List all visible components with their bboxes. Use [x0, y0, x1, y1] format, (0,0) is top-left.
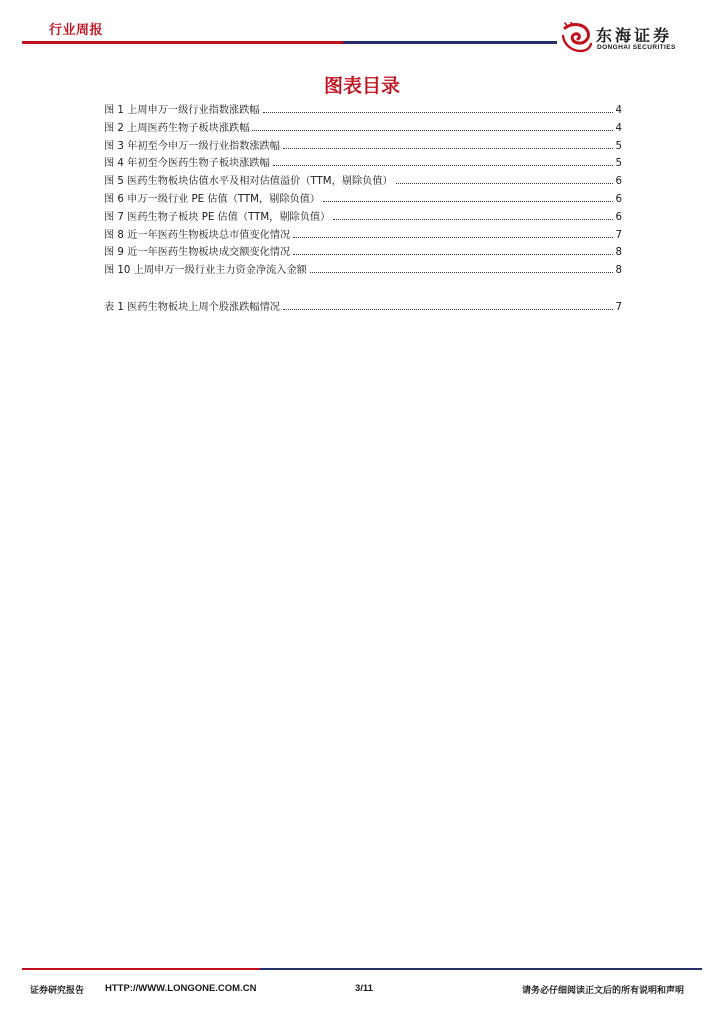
dot-leader: [310, 263, 613, 273]
figure-entry-page-number: 4: [615, 122, 622, 134]
dragon-logo-icon: [559, 22, 593, 54]
figure-entry-page-number: 8: [615, 265, 622, 277]
figure-entry-label: 图 10 上周申万一级行业主力资金净流入金额: [104, 265, 307, 277]
figure-entry-label: 图 6 申万一级行业 PE 估值（TTM，剔除负值）: [104, 193, 321, 205]
dot-leader: [273, 156, 613, 166]
table-entry-page-number: 7: [615, 301, 622, 313]
figure-entry[interactable]: [104, 244, 622, 262]
report-type-label: 行业周报: [49, 23, 104, 38]
figure-entry[interactable]: [104, 102, 622, 120]
dot-leader: [333, 210, 612, 220]
figure-entry[interactable]: [104, 120, 622, 138]
figure-entry-page-number: 6: [615, 193, 622, 205]
page-number: 3/11: [355, 983, 373, 994]
footer-url-link[interactable]: HTTP://WWW.LONGONE.COM.CN: [105, 983, 257, 994]
figure-entry[interactable]: [104, 155, 622, 173]
company-logo: [559, 22, 709, 54]
figure-entry-page-number: 7: [615, 229, 622, 241]
logo-name-en: DONGHAI SECURITIES: [597, 44, 676, 51]
figure-entry[interactable]: [104, 209, 622, 227]
dot-leader: [293, 245, 612, 255]
figure-entry-page-number: 6: [615, 176, 622, 188]
figure-entry-page-number: 8: [615, 247, 622, 259]
dot-leader: [283, 300, 613, 310]
figure-entry-page-number: 6: [615, 211, 622, 223]
footer-disclaimer: 请务必仔细阅读正文后的所有说明和声明: [522, 986, 685, 996]
figure-entry-label: 图 4 年初至今医药生物子板块涨跌幅: [104, 158, 270, 170]
figure-entry-label: 图 9 近一年医药生物板块成交额变化情况: [104, 247, 291, 259]
figure-entry-label: 图 7 医药生物子板块 PE 估值（TTM，剔除负值）: [104, 211, 331, 223]
page-header: [0, 0, 724, 60]
page-footer: [0, 968, 724, 1024]
figure-entry-page-number: 5: [615, 140, 622, 152]
dot-leader: [323, 192, 612, 202]
figure-entry-page-number: 5: [615, 158, 622, 170]
figure-entry[interactable]: [104, 227, 622, 245]
figure-list: [104, 102, 622, 280]
table-entry[interactable]: [104, 299, 622, 317]
figure-entry-label: 图 1 上周申万一级行业指数涨跌幅: [104, 105, 260, 116]
figure-entry-label: 图 5 医药生物板块估值水平及相对估值溢价（TTM，剔除负值）: [104, 176, 393, 188]
figure-entry-label: 图 3 年初至今申万一级行业指数涨跌幅: [104, 140, 280, 152]
table-of-figures: [104, 102, 622, 317]
figure-entry[interactable]: [104, 262, 622, 280]
page-title: 图表目录: [323, 75, 400, 97]
dot-leader: [263, 103, 613, 113]
dot-leader: [293, 228, 612, 238]
table-entry-label: 表 1 医药生物板块上周个股涨跌幅情况: [104, 301, 280, 313]
figure-entry-page-number: 4: [615, 105, 622, 116]
figure-entry-label: 图 2 上周医药生物子板块涨跌幅: [104, 122, 250, 134]
dot-leader: [396, 174, 613, 184]
dot-leader: [252, 121, 612, 131]
logo-name-cn: 东海证券: [596, 26, 673, 45]
figure-entry-label: 图 8 近一年医药生物板块总市值变化情况: [104, 229, 291, 241]
footer-report-label: 证券研究报告: [30, 986, 85, 996]
header-divider: [22, 41, 557, 44]
list-spacer: [104, 280, 622, 299]
footer-divider: [22, 968, 702, 970]
figure-entry[interactable]: [104, 173, 622, 191]
table-list: [104, 299, 622, 317]
figure-entry[interactable]: [104, 138, 622, 156]
figure-entry[interactable]: [104, 191, 622, 209]
dot-leader: [283, 139, 613, 149]
